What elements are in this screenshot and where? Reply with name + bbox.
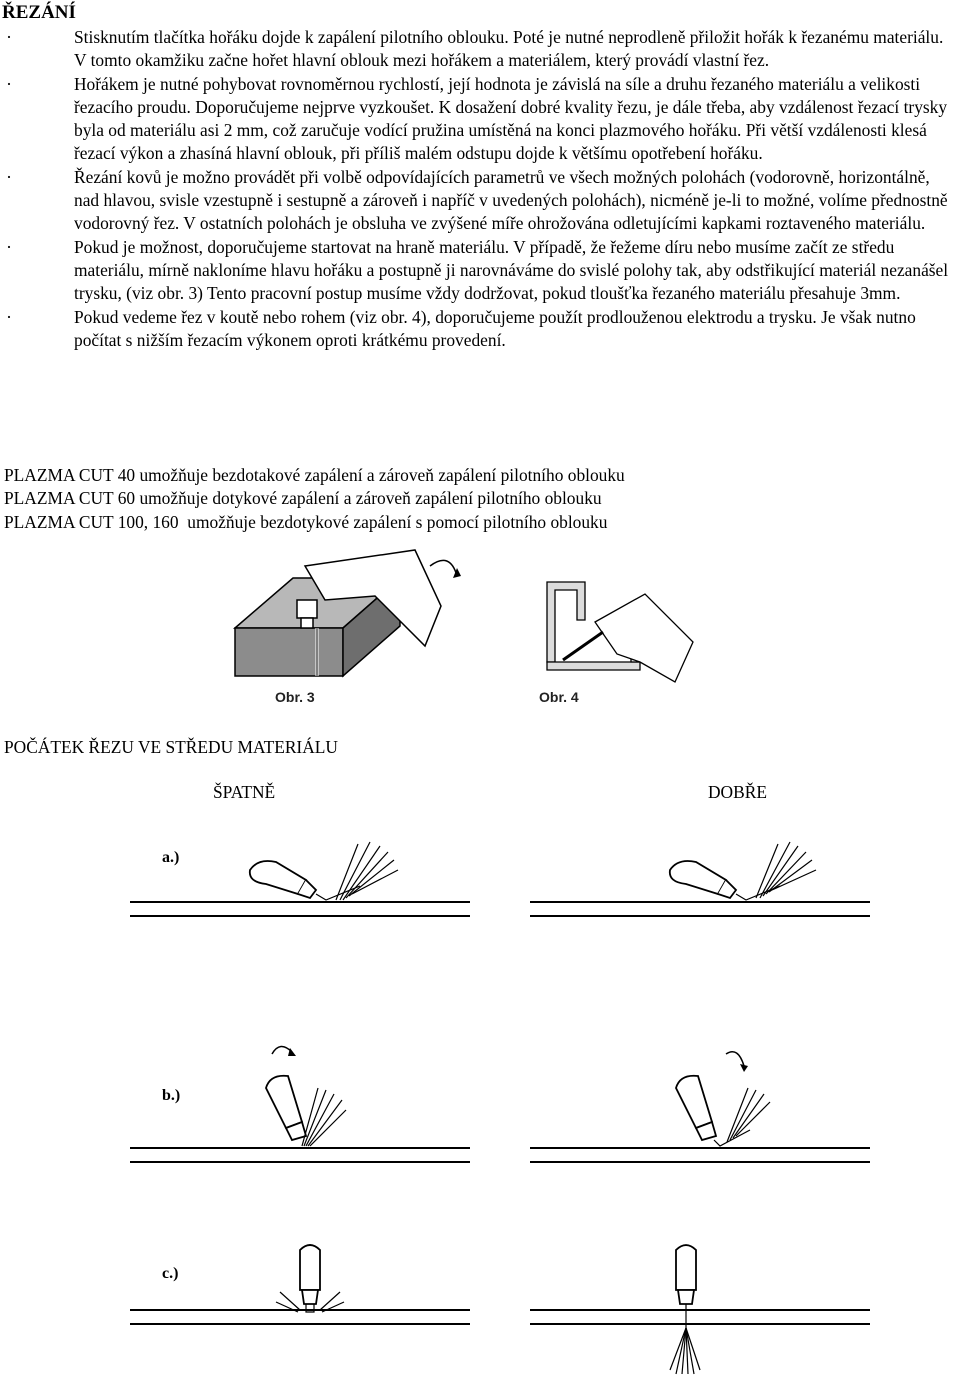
list-item-text: Hořákem je nutné pohybovat rovnoměrnou rychlostí, její hodnota je závislá na síle a druhu řezaného materiálu a velikosti řezacího proudu. Doporučujeme nejprve vyzkoušet. K dosažení dobré kvality řezu, je dále třeba, aby vzdálenost řezací trysky byla od materiálu asi 2 mm, což zaručuje vodící pružina umístěná na konci plazmového hořáku. Při větší vzdálenosti klesá řezací výkon a zhasíná hlavní oblouk, při příliš malém odstupu dojde k většímu opotřebení hořáku. (74, 73, 948, 164)
list-item-text: Řezání kovů je možno provádět při volbě odpovídajících parametrů ve všech možných polohách (vodorovně, horizontálně, nad hlavou, svisle vzestupně i sestupně a zároveň i napříč v uvedených polohách), nicméně je-li to možné, volíme přednostně vodorovný řez. V ostatních polohách je obsluha ve zvýšené míře ohrožována odletujícími kapkami roztaveného materiálu. (74, 166, 948, 234)
diagram-row-b (130, 1030, 870, 1180)
bullet-dot: · (6, 166, 12, 187)
list-item (0, 236, 960, 306)
model-line: PLAZMA CUT 100, 160 umožňuje bezdotykové zapálení s pomocí pilotního oblouku (4, 511, 608, 532)
list-item (0, 166, 960, 236)
figure-obr3 (225, 536, 475, 716)
bullet-dot: · (6, 236, 12, 257)
row-label: c.) (162, 1265, 179, 1282)
figure-caption: Obr. 3 (275, 689, 315, 705)
model-line: PLAZMA CUT 40 umožňuje bezdotakové zapálení a zároveň zapálení pilotního oblouku (4, 465, 625, 485)
bullet-dot: · (6, 306, 12, 327)
model-list (4, 464, 625, 534)
list-item-text: Pokud vedeme řez v koutě nebo rohem (viz obr. 4), doporučujeme použít prodlouženou elektrodu a trysku. Je však nutno počítat s nižším řezacím výkonem oproti krátkému provedení. (74, 306, 916, 350)
row-label: a.) (162, 849, 180, 866)
diagram-row-a (130, 840, 870, 960)
figure-obr4 (525, 572, 705, 710)
label-right: DOBŘE (708, 782, 767, 802)
figure-caption: Obr. 4 (539, 689, 579, 705)
list-item (0, 306, 960, 353)
list-item (0, 73, 960, 166)
label-wrong: ŠPATNĚ (213, 782, 276, 802)
section-heading: POČÁTEK ŘEZU VE STŘEDU MATERIÁLU (4, 737, 338, 757)
list-item-text: Pokud je možnost, doporučujeme startovat na hraně materiálu. V případě, že řežeme díru nebo musíme začít ze středu materiálu, mírně nakloníme hlavu hořáku a postupně ji narovnáváme do svislé polohy tak, aby odstřikující materiál nezanášel trysku, (viz obr. 3) Tento pracovní postup musíme vždy dodržovat, pokud tloušťka řezaného materiálu přesahuje 3mm. (74, 236, 949, 304)
diagram-row-c (130, 1240, 870, 1380)
page-title: ŘEZÁNÍ (2, 2, 76, 23)
model-line: PLAZMA CUT 60 umožňuje dotykové zapálení a zároveň zapálení pilotního oblouku (4, 488, 602, 509)
list-item (0, 26, 960, 73)
instruction-list (0, 26, 960, 352)
bullet-dot: · (6, 73, 12, 94)
row-label: b.) (162, 1087, 181, 1104)
list-item-text: Stisknutím tlačítka hořáku dojde k zapálení pilotního oblouku. Poté je nutné neprodleně přiložit hořák k řezanému materiálu. V tomto okamžiku začne hořet hlavní oblouk mezi hořákem a materiálem, který provádí vlastní řez. (74, 27, 944, 71)
bullet-dot: · (6, 27, 12, 47)
